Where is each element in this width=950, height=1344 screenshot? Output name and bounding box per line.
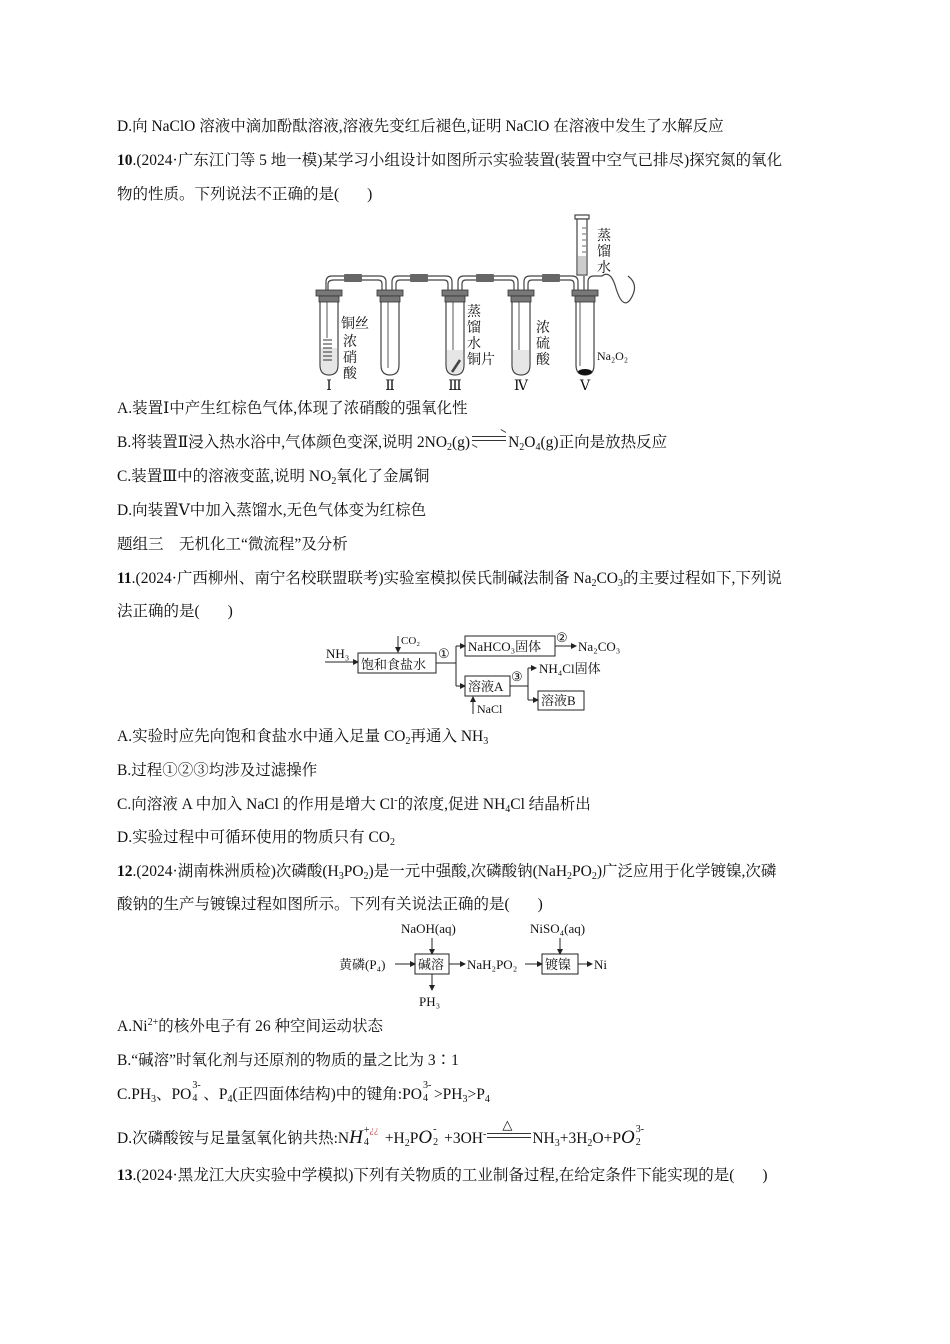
- q13-number: 13: [117, 1167, 133, 1184]
- text: .(2024·湖南株洲质检)次磷酸(H: [132, 863, 339, 880]
- svg-text:NH₃: NH₃: [326, 646, 350, 661]
- text: A.Ni: [117, 1018, 148, 1035]
- svg-text:PH₃: PH₃: [419, 994, 441, 1009]
- q11-number: 11: [117, 570, 132, 587]
- q10-stem-text: .(2024·广东江门等 5 地一模)某学习小组设计如图所示实验装置(装置中空气已排尽)探究氮的氧化: [132, 152, 783, 169]
- q11-option-c: C.向溶液 A 中加入 NaCl 的作用是增大 Cl-的浓度,促进 $NH_4Cl$ 结晶析出: [117, 795, 591, 815]
- svg-text:③: ③: [511, 669, 523, 684]
- q12-flow-diagram: [335, 918, 620, 1010]
- svg-text:馏: 馏: [597, 245, 611, 260]
- text: +3OH: [444, 1130, 483, 1147]
- svg-text:馏: 馏: [467, 321, 481, 336]
- text: 再通入 NH: [410, 728, 484, 745]
- text: +3H: [559, 1130, 588, 1147]
- text: D.次磷酸铵与足量氢氧化钠共热:N: [117, 1130, 350, 1147]
- text: .(2024·广西柳州、南宁名校联盟联考)实验室模拟侯氏制碱法制备 Na: [131, 570, 592, 587]
- label-copper-wire: 铜丝: [341, 317, 369, 332]
- svg-text:蒸: 蒸: [597, 229, 611, 244]
- text: 、P: [203, 1086, 228, 1103]
- text: 氧化了金属铜: [336, 468, 430, 485]
- tube-label-2: Ⅱ: [385, 379, 395, 390]
- text: NH: [532, 1130, 555, 1147]
- text: 的浓度,促进 NH: [397, 796, 506, 813]
- text: .(2024·黑龙江大庆实验中学模拟)下列有关物质的工业制备过程,在给定条件下能实现的是(: [132, 1167, 735, 1184]
- charge-subsup: 3- 4: [192, 1080, 201, 1104]
- text: )是一元中强酸,次磷酸钠(NaH: [368, 863, 568, 880]
- svg-text:铜片: 铜片: [467, 353, 495, 368]
- q11-option-b: B.过程①②③均涉及过滤操作: [117, 762, 318, 779]
- charge-subsup: 3- 2: [635, 1124, 645, 1148]
- text: CO: [596, 570, 619, 587]
- tube-label-1: Ⅰ: [326, 379, 332, 390]
- svg-text:NiSO₄(aq): NiSO₄(aq): [530, 921, 586, 936]
- svg-text:硫: 硫: [536, 337, 550, 352]
- svg-text:酸: 酸: [536, 353, 550, 368]
- svg-text:镀镍: 镀镍: [545, 957, 572, 972]
- text: B.将装置Ⅱ浸入热水浴中,气体颜色变深,说明 2NO: [117, 434, 448, 451]
- svg-text:CO₂: CO₂: [401, 635, 421, 647]
- svg-text:酸: 酸: [343, 367, 357, 382]
- svg-text:水: 水: [467, 337, 481, 352]
- text: (g)正向是放热反应: [540, 434, 668, 451]
- q13-stem: [117, 1166, 768, 1186]
- q11-stem-line1: 11.(2024·广西柳州、南宁名校联盟联考)实验室模拟侯氏制碱法制备 $Na_2CO_3$的主要过程如下,下列说: [117, 570, 782, 589]
- svg-text:黄磷(P₄): 黄磷(P₄): [339, 957, 386, 972]
- svg-text:①: ①: [438, 646, 450, 661]
- paren-close: ): [227, 603, 233, 620]
- text: PO: [343, 863, 364, 880]
- section-heading: 题组三 无机化工“微流程”及分析: [117, 536, 348, 553]
- text: O: [620, 1127, 635, 1148]
- q10-option-a: A.装置Ⅰ中产生红棕色气体,体现了浓硝酸的强氧化性: [117, 400, 468, 417]
- superscript: 2+: [147, 1017, 159, 1028]
- text: O: [418, 1127, 433, 1148]
- q10-option-c: C.装置Ⅲ中的溶液变蓝,说明 $NO_2$氧化了金属铜: [117, 468, 430, 487]
- svg-text:Na₂CO₃: Na₂CO₃: [578, 639, 621, 654]
- svg-text:碱溶: 碱溶: [418, 957, 445, 972]
- svg-text:NH₄Cl固体: NH₄Cl固体: [539, 661, 601, 676]
- svg-text:②: ②: [556, 630, 568, 645]
- label-na2o2: Na₂O₂: [597, 349, 629, 363]
- paren-close: ): [367, 186, 373, 203]
- svg-text:硝: 硝: [343, 351, 357, 366]
- q10-stem-line1: [117, 151, 782, 171]
- text: C.向溶液 A 中加入 NaCl 的作用是增大 Cl: [117, 796, 395, 813]
- text: 的主要过程如下,下列说: [623, 570, 782, 587]
- q12-stem-line1: 12.(2024·湖南株洲质检)次磷酸$(H_3PO_2)$是一元中强酸,次磷酸钠$(NaH_2PO_2)$广泛应用于化学镀镍,次磷: [117, 863, 777, 882]
- text: >PH: [433, 1086, 463, 1103]
- q11-stem-line2: [117, 602, 233, 622]
- q10-number: 10: [117, 152, 133, 169]
- q12-option-c: $C.PH_3$、PO 3- 4 、$P_4$(正四面体结构)中的键角:PO 3- 4 $>PH_3>P_4$: [117, 1080, 490, 1105]
- text: 法正确的是(: [117, 603, 200, 620]
- text: O+P: [592, 1130, 621, 1147]
- text: H: [349, 1127, 363, 1148]
- svg-text:NaH₂PO₂: NaH₂PO₂: [467, 957, 518, 972]
- text: PO: [572, 863, 592, 880]
- heating-equals-icon: △: [487, 1131, 531, 1141]
- svg-text:NaCl: NaCl: [477, 702, 503, 716]
- q11-option-d: D.实验过程中可循环使用的物质只有 $CO_2$: [117, 829, 395, 848]
- paren-close: ): [762, 1167, 768, 1184]
- tube-label-4: Ⅳ: [514, 379, 528, 390]
- text: A.实验时应先向饱和食盐水中通入足量 CO: [117, 728, 406, 745]
- svg-text:饱和食盐水: 饱和食盐水: [361, 657, 427, 672]
- text: )广泛应用于化学镀镍,次磷: [596, 863, 777, 880]
- q12-stem-line2: [117, 895, 543, 915]
- text: (g): [452, 434, 471, 451]
- tube-label-5: Ⅴ: [579, 379, 591, 390]
- q10-apparatus-figure: [310, 210, 650, 390]
- q12-option-b: B.“碱溶”时氧化剂与还原剂的物质的量之比为 3∶1: [117, 1052, 459, 1069]
- text: C.PH: [117, 1086, 152, 1103]
- q12-number: 12: [117, 863, 133, 880]
- svg-text:蒸: 蒸: [467, 305, 481, 320]
- q11-flow-diagram: [320, 628, 640, 716]
- q10-stem-line2: [117, 185, 372, 205]
- svg-text:Ni: Ni: [594, 957, 607, 972]
- charge-subsup: +¿¿ 4: [363, 1125, 379, 1148]
- q10-option-b: B.将装置Ⅱ浸入热水浴中,气体颜色变深,说明 $2NO_2(g)$ $N_2O_4(g)$正向是放热反应: [117, 433, 667, 453]
- svg-text:NaHCO₃固体: NaHCO₃固体: [468, 639, 542, 654]
- svg-text:浓: 浓: [343, 335, 357, 350]
- q11-option-a: A.实验时应先向饱和食盐水中通入足量 $CO_2$再通入 $NH_3$: [117, 728, 489, 747]
- q12-option-a: [117, 1017, 383, 1037]
- q12-option-d: D.次磷酸铵与足量氢氧化钠共热:NH +¿¿ 4 $+H_2PO$ - 2 +3OH- △ $NH_3+3H_2O+PO$ 3- 2: [117, 1128, 647, 1149]
- q9-option-d: D.向 NaClO 溶液中滴加酚酞溶液,溶液先变红后褪色,证明 NaClO 在溶液中发生了水解反应: [117, 118, 724, 135]
- q10-option-d: D.向装置Ⅴ中加入蒸馏水,无色气体变为红棕色: [117, 502, 427, 519]
- text: 酸钠的生产与镀镍过程如图所示。下列有关说法正确的是(: [117, 896, 510, 913]
- text: N: [508, 434, 520, 451]
- svg-text:溶液B: 溶液B: [541, 693, 576, 708]
- q10-stem-text2: 物的性质。下列说法不正确的是(: [117, 186, 340, 203]
- paren-close: ): [537, 896, 543, 913]
- svg-text:水: 水: [597, 261, 611, 276]
- svg-text:浓: 浓: [536, 321, 550, 336]
- svg-text:溶液A: 溶液A: [468, 679, 504, 694]
- text: 的核外电子有 26 种空间运动状态: [158, 1018, 383, 1035]
- text: 、PO: [156, 1086, 192, 1103]
- charge-subsup: - 2: [433, 1124, 439, 1148]
- svg-text:NaOH(aq): NaOH(aq): [401, 921, 456, 936]
- text: D.实验过程中可循环使用的物质只有 CO: [117, 829, 390, 846]
- tube-label-3: Ⅲ: [448, 379, 462, 390]
- text: O: [524, 434, 536, 451]
- text: +H: [384, 1130, 405, 1147]
- text: (正四面体结构)中的键角:PO: [232, 1086, 422, 1103]
- text: Cl 结晶析出: [510, 796, 591, 813]
- equilibrium-arrow-icon: [472, 435, 506, 445]
- charge-subsup: 3- 4: [422, 1080, 432, 1104]
- text: >P: [467, 1086, 485, 1103]
- text: C.装置Ⅲ中的溶液变蓝,说明 NO: [117, 468, 332, 485]
- text: P: [409, 1130, 419, 1147]
